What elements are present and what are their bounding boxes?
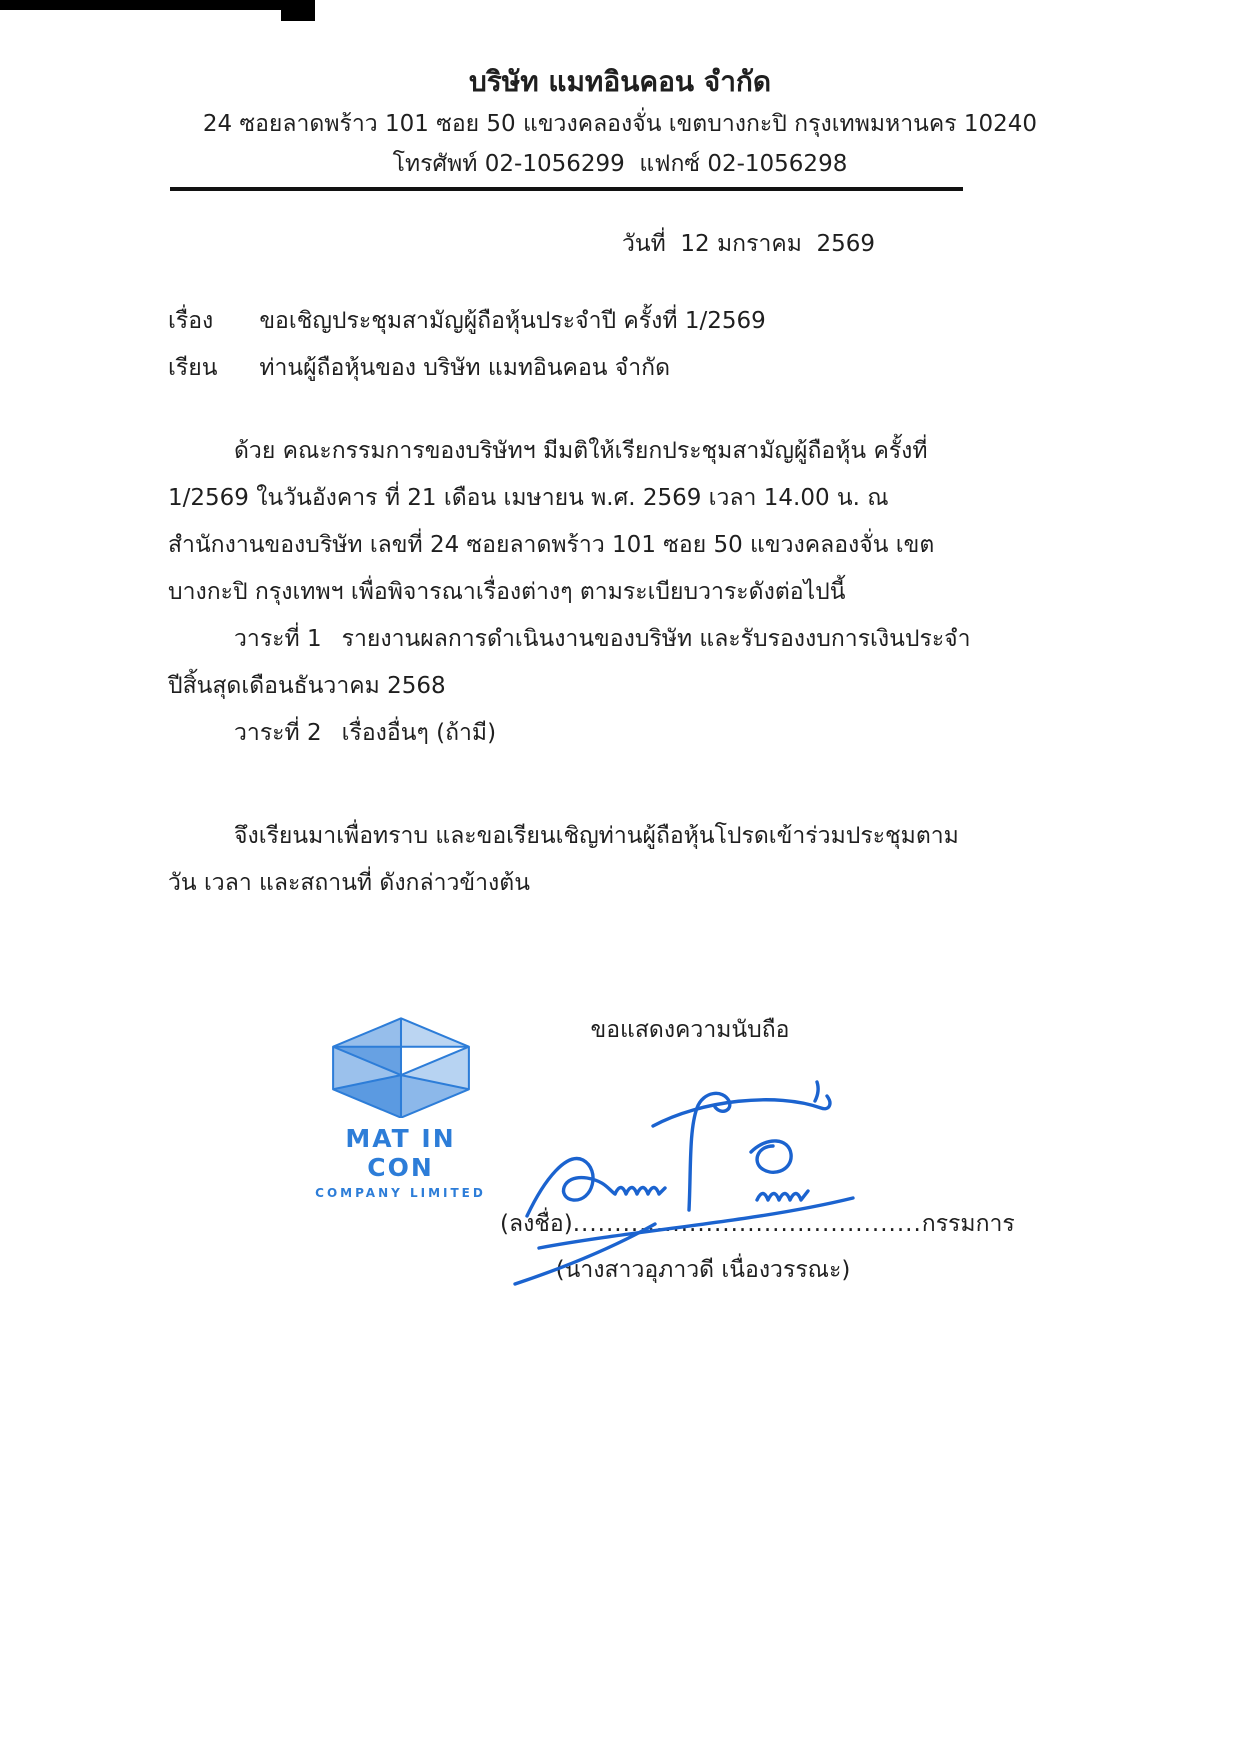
subject-text: ขอเชิญประชุมสามัญผู้ถือหุ้นประจำปี ครั้งที่ 1/2569	[259, 308, 766, 334]
agenda-1-label: วาระที่ 1	[234, 626, 322, 652]
sign-dots: ..........................................	[572, 1211, 922, 1237]
company-name: บริษัท แมทอินคอน จำกัด	[468, 65, 772, 98]
company-logo	[308, 1016, 493, 1200]
attention-label: เรียน	[168, 355, 218, 381]
subject-row	[168, 303, 1008, 339]
agenda-item-1	[168, 616, 976, 710]
signer-name: (นางสาวอุภาวดี เนื่องวรรณะ)	[555, 1257, 851, 1283]
scan-artifact-bar	[0, 0, 298, 10]
attention-row	[168, 350, 1008, 386]
attention-text: ท่านผู้ถือหุ้นของ บริษัท แมทอินคอน จำกัด	[259, 355, 671, 381]
signature-stroke	[539, 1198, 853, 1248]
signature-stroke	[815, 1082, 818, 1101]
signature-stroke	[527, 1159, 615, 1216]
opening-paragraph: ด้วย คณะกรรมการของบริษัทฯ มีมติให้เรียกประชุมสามัญผู้ถือหุ้น ครั้งที่ 1/2569 ในวันอังคาร ที่ 21 เดือน เมษายน พ.ศ. 2569 เวลา 14.00 น. ณ สำนักงานของบริษัท เลขที่ 24 ซอยลาดพร้าว 101 ซอย 50 แขวงคลองจั่น เขตบางกะปิ กรุงเทพฯ เพื่อพิจารณาเรื่องต่างๆ ตามระเบียบวาระดังต่อไปนี้	[168, 438, 935, 605]
scan-artifact-blob	[281, 0, 315, 21]
agenda-item-2	[168, 710, 976, 757]
signature-stroke	[757, 1191, 808, 1200]
date-line: วันที่ 12 มกราคม 2569	[622, 231, 876, 257]
signature-stroke	[653, 1096, 830, 1126]
agenda-2-text: เรื่องอื่นๆ (ถ้ามี)	[341, 720, 497, 746]
sign-title: กรรมการ	[921, 1211, 1015, 1237]
company-phone-fax: โทรศัพท์ 02-1056299 แฟกซ์ 02-1056298	[392, 151, 848, 177]
sign-label: (ลงชื่อ)	[500, 1211, 573, 1237]
signature-ink	[505, 1078, 885, 1288]
closing-paragraph: จึงเรียนมาเพื่อทราบ และขอเรียนเชิญท่านผู้ถือหุ้นโปรดเข้าร่วมประชุมตาม วัน เวลา และสถานที่ ดังกล่าวข้างต้น	[168, 823, 959, 896]
company-address: 24 ซอยลาดพร้าว 101 ซอย 50 แขวงคลองจั่น เขตบางกะปิ กรุงเทพมหานคร 10240	[202, 111, 1038, 137]
header-rule	[170, 187, 963, 191]
logo-name: MAT IN CON	[345, 1124, 456, 1182]
letter-body	[168, 428, 976, 907]
signature-stroke	[751, 1141, 791, 1172]
agenda-1-text: รายงานผลการดำเนินงานของบริษัท และรับรองงบการเงินประจำปีสิ้นสุดเดือนธันวาคม 2568	[168, 626, 971, 699]
signature-stroke	[615, 1188, 665, 1195]
subject-label: เรื่อง	[168, 308, 214, 334]
regards-line: ขอแสดงความนับถือ	[590, 1017, 790, 1043]
logo-cube-icon	[325, 1016, 477, 1118]
agenda-2-label: วาระที่ 2	[234, 720, 322, 746]
logo-subtitle: COMPANY LIMITED	[315, 1186, 486, 1200]
